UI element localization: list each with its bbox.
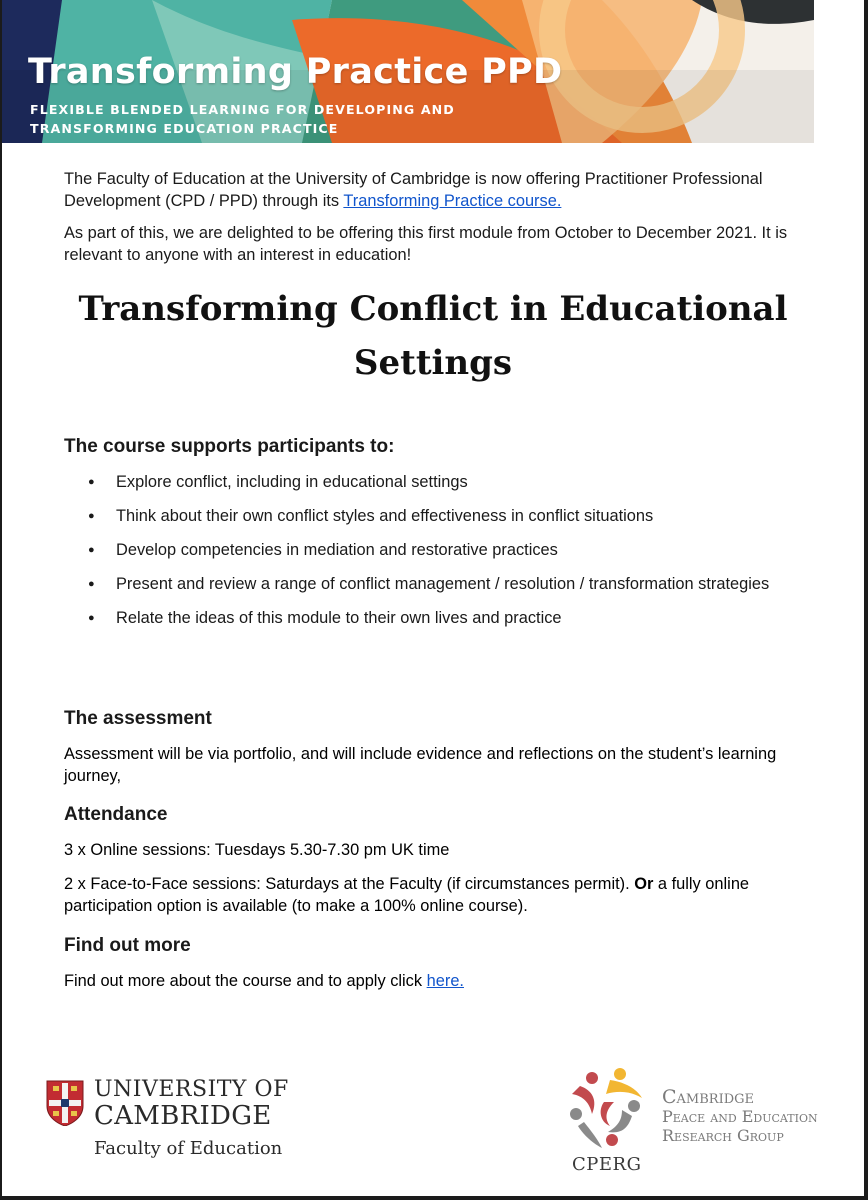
cperg-line1: Cambridge [662, 1086, 755, 1108]
list-item: ● Develop competencies in mediation and restorative practices [64, 539, 804, 561]
find-out-more-heading: Find out more [64, 935, 191, 956]
supports-list [64, 471, 804, 629]
main-title [2, 282, 864, 390]
banner-subtitle-line1: FLEXIBLE BLENDED LEARNING FOR DEVELOPING AND [30, 102, 455, 117]
header-banner [2, 0, 814, 143]
find-out-more-text [64, 970, 804, 992]
supports-section [64, 435, 804, 641]
cambridge-shield-icon [46, 1080, 84, 1126]
banner-subtitle-line2: TRANSFORMING EDUCATION PRACTICE [30, 121, 339, 136]
main-title-line2: Settings [353, 343, 513, 383]
intro-section [64, 168, 804, 266]
find-out-more-section [64, 934, 804, 992]
assessment-heading: The assessment [64, 708, 212, 729]
assessment-text: Assessment will be via portfolio, and will include evidence and reflections on the student’s learning journey, [64, 745, 777, 785]
attendance-f2f-text: 2 x Face-to-Face sessions: Saturdays at the Faculty (if circumstances permit). [64, 875, 635, 893]
cperg-people-icon [562, 1062, 654, 1154]
attendance-heading: Attendance [64, 804, 168, 825]
transforming-practice-link[interactable]: Transforming Practice course. [343, 192, 562, 210]
banner-subtitle [30, 100, 455, 138]
cperg-logo [562, 1062, 852, 1182]
supports-heading: The course supports participants to: [64, 436, 395, 457]
intro-paragraph-2: As part of this, we are delighted to be offering this first module from October to December 2021. It is relevant to anyone with an interest in education! [64, 224, 788, 264]
banner-title: Transforming Practice PPD [28, 52, 563, 92]
cperg-line2: Peace and Education [662, 1107, 818, 1126]
attendance-or: Or [634, 875, 654, 893]
list-item: ● Relate the ideas of this module to their own lives and practice [64, 607, 804, 629]
attendance-online-option: a fully online participation option is available (to make a 100% online course). [64, 875, 750, 915]
cperg-text [662, 1088, 818, 1145]
list-item: ● Explore conflict, including in educational settings [64, 471, 804, 493]
uc-line1: UNIVERSITY OF [94, 1077, 289, 1102]
cperg-line3: Research Group [662, 1126, 784, 1145]
document-page [2, 0, 864, 1196]
main-title-line1: Transforming Conflict in Educational [78, 289, 788, 329]
cperg-acronym: CPERG [572, 1154, 642, 1175]
attendance-face-to-face [64, 873, 804, 917]
intro-text: The Faculty of Education at the University of Cambridge is now offering Practitioner Professional Development (CPD / PPD) through its [64, 170, 763, 210]
attendance-online: 3 x Online sessions: Tuesdays 5.30-7.30 pm UK time [64, 841, 450, 859]
uc-text [94, 1078, 289, 1164]
attendance-section [64, 803, 804, 917]
assessment-section [64, 707, 804, 787]
uc-line3: Faculty of Education [94, 1138, 283, 1159]
list-item: ● Present and review a range of conflict management / resolution / transformation strategies [64, 573, 804, 595]
uc-line2: CAMBRIDGE [94, 1101, 272, 1131]
intro-paragraph-1 [64, 168, 804, 212]
list-item: ● Think about their own conflict styles and effectiveness in conflict situations [64, 505, 804, 527]
find-out-more-sentence: Find out more about the course and to apply click [64, 972, 427, 990]
apply-here-link[interactable]: here. [426, 972, 464, 990]
